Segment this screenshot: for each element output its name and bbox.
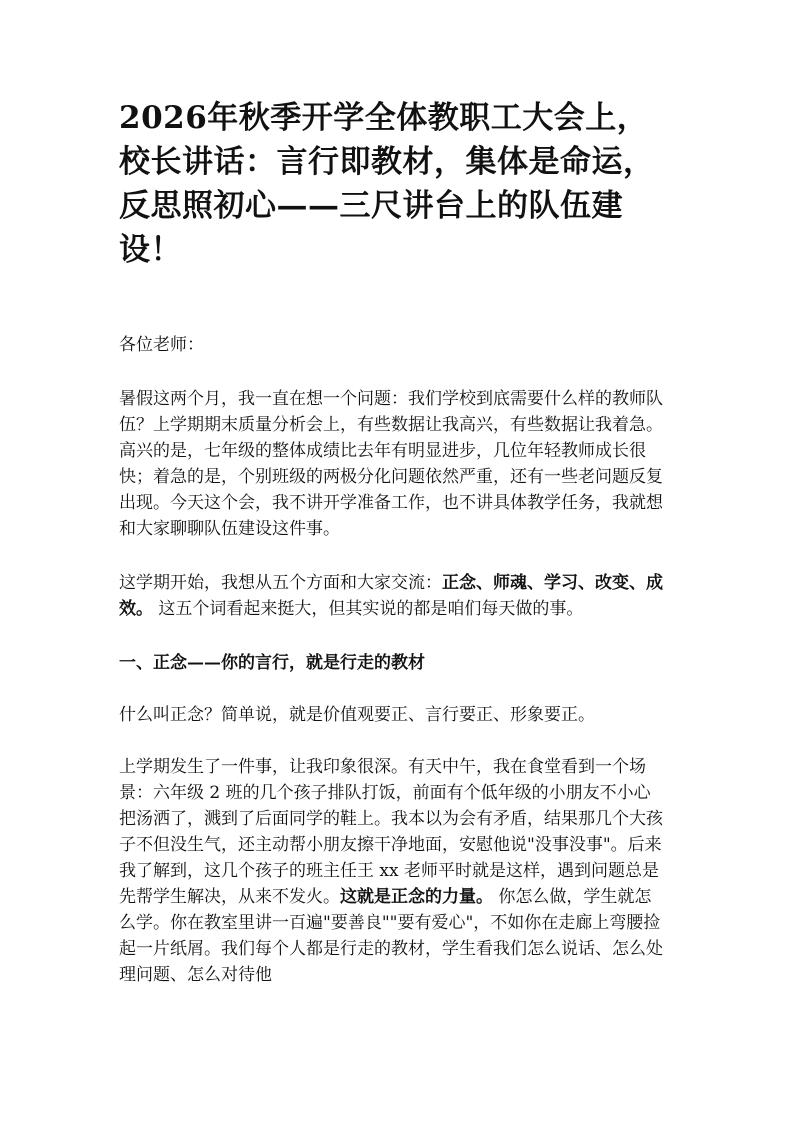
paragraph-five-aspects [119,570,667,622]
paragraph-definition: 什么叫正念？简单说，就是价值观要正、言行要正、形象要正。 [119,705,595,725]
paragraph-five-aspects-tail: 这五个词看起来挺大，但其实说的都是咱们每天做的事。 [153,599,584,619]
document-title: 2026年秋季开学全体教职工大会上，校长讲话：言行即教材，集体是命运，反思照初心——三尺讲台上的队伍建设！ [119,100,655,268]
salutation: 各位老师： [119,335,204,355]
paragraph-five-aspects-lead: 这学期开始，我想从五个方面和大家交流： [119,573,442,593]
section-heading-1: 一、正念——你的言行，就是行走的教材 [119,653,425,673]
document-page [119,96,667,988]
story-emphasis: 这就是正念的力量。 [340,887,493,907]
five-aspects-keywords: 正念、师魂、学习、改变、成效。 [119,573,663,619]
paragraph-story [119,754,667,988]
paragraph-intro: 暑假这两个月，我一直在想一个问题：我们学校到底需要什么样的教师队伍？上学期期末质量分析会上，有些数据让我高兴，有些数据让我着急。高兴的是，七年级的整体成绩比去年有明显进步，几位年轻教师成长很快；着急的是，个别班级的两极分化问题依然严重，还有一些老问题反复出现。今天这个会，我不讲开学准备工作，也不讲具体教学任务，我就想和大家聊聊队伍建设这件事。 [119,389,663,539]
paragraph-story-tail: 你怎么做，学生就怎么学。你在教室里讲一百遍"要善良""要有爱心"，不如你在走廊上弯腰捡起一片纸屑。我们每个人都是行走的教材，学生看我们怎么说话、怎么处理问题、怎么对待他 [119,887,663,985]
paragraph-story-lead: 上学期发生了一件事，让我印象很深。有天中午，我在食堂看到一个场景：六年级 2 班的几个孩子排队打饭，前面有个低年级的小朋友不小心把汤洒了，溅到了后面同学的鞋上。我本以为会有矛盾，结果那几个大孩子不但没生气，还主动帮小朋友擦干净地面，安慰他说"没事没事"。后来我了解到，这几个孩子的班主任王 xx 老师平时就是这样，遇到问题总是先帮学生解决，从来不发火。 [119,757,663,907]
